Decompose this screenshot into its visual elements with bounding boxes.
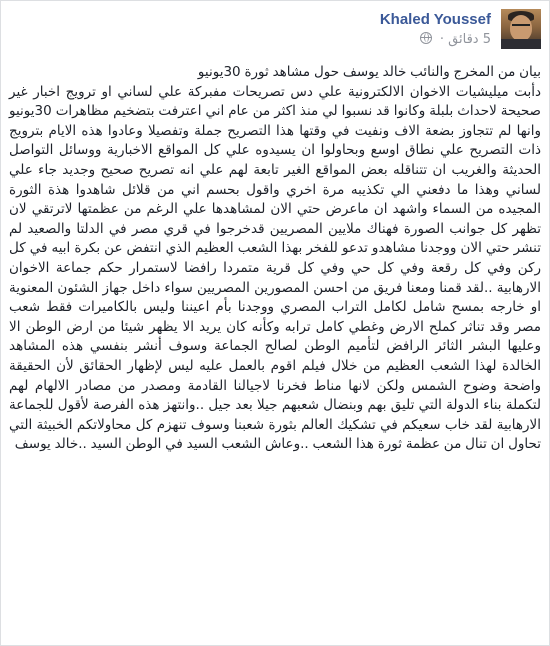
post-timestamp[interactable]: 5 دقائق (448, 32, 491, 47)
author-avatar[interactable] (501, 9, 541, 49)
globe-icon[interactable] (420, 32, 432, 44)
post-meta: 5 دقائق · (416, 32, 491, 47)
post-title: بيان من المخرج والنائب خالد يوسف حول مشاهد ثورة 30يونيو (197, 64, 541, 80)
post-text (5, 63, 541, 455)
author-name-link[interactable]: Khaled Youssef (379, 11, 491, 28)
post-header (9, 9, 541, 59)
post-paragraph: دأبت ميليشيات الاخوان الالكترونية علي دس تصريحات مفبركة علي لساني او ترويج اخبار غير صحيحة لاحداث بلبلة وكانوا قد نسبوا لي منذ اكثر من عام اني اعترفت بتضخيم مظاهرات 30يونيو وانها لم تتجاوز بضعة الاف ونفيت في وقتها هذا التصريح جملة وتفصيلا وعادوا هذه الايام بترويج ذات التصريح علي نطاق اوسع وبحاولوا ان يسيدوه علي كل المواقع الاخبارية ووسائل التواصل الحديثة والغريب ان تتناقله بعض المواقع الغير تابعة لهم علي انه تصريح صحيح وجديد جاء علي لساني وهذا ما دفعني الي تكذيبه مرة اخري واقول بحسم اني من قلائل شاهدوا هذة الثورة المجيده من السماء واشهد ان ماعرض حتي الان لمشاهدها علي الرغم من عظمتها لاترتقي لان تظهر كل جوانب الصورة فهناك ملايين المصريين قدخرجوا في قري مصر في الدلتا والصعيد لم تنشر حتي الان ووجدنا مشاهدو تدعو للفخر بهذا الشعب العظيم الذي انتفض عن بكرة ابيه في كل ركن وفي كل رقعة وفي كل حي وفي كل قرية متمردا رافضا لاستمرار حكم جماعة الاخوان الارهابية ..لقد قمنا ومعنا فريق من احسن المصورين المصريين سواء داخل جهاز الشئون المعنوية او خارجه بمسح شامل لكامل التراب المصري ووجدنا بأم اعيننا وليس بالكاميرات فقط شعب مصر وقد تناثر كملح الارض وغطي كامل ترابه وكأنه كان يريد الا يظهر شيئا من ارض الوطن الا وعليها البشر الثائر الرافض لتأميم الوطن لصالح الجماعة وسوف أنشر بنفسي هذه المشاهد الخالدة لهذا الشعب العظيم من خلال فيلم اقوم بالعمل عليه ليس لإظهار الحقائق لأن الحقيقة واضحة وضوح الشمس ولكن لانها مناط فخرنا لاجيالنا القادمة ومصدر من مصادر الالهام لهم لتكملة بناء الدولة التي تليق بهم وبنضال شعبهم جيلا بعد جيل ..وانتهز هذه الفرصة لأقول للجماعة الارهابية لقد خاب سعيكم في تشكيك العالم بثورة شعبنا وسوف تنهزم كل محاولاتكم الخبيثة التي تحاول ان تنال من عظمة ثورة هذا الشعب ..وعاش الشعب السيد في الوطن السيد ..خالد يوسف (5, 83, 541, 453)
